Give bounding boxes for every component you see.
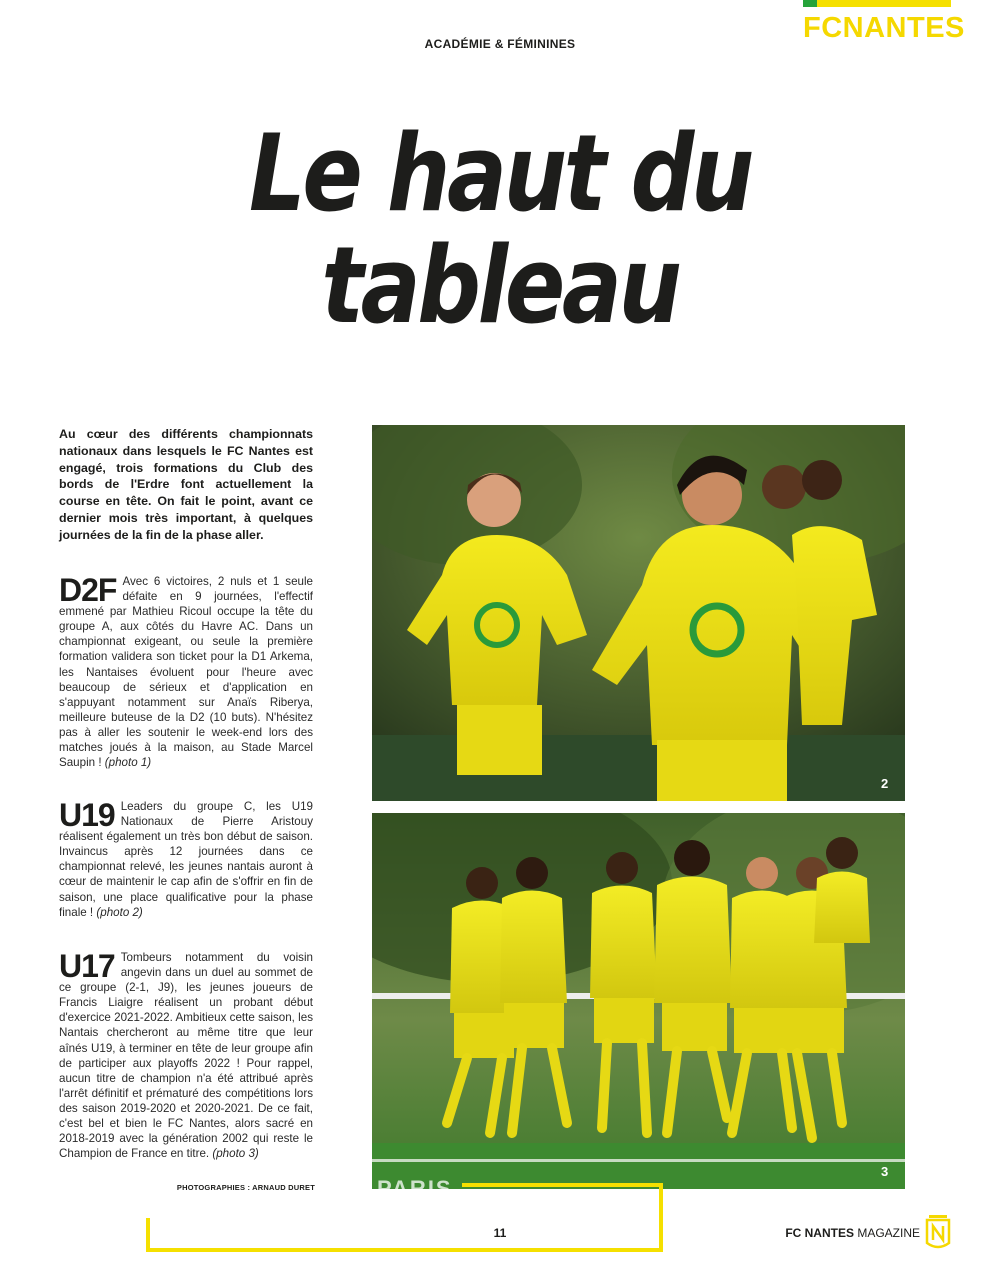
block-d2f xyxy=(59,574,313,770)
photo-reference: (photo 2) xyxy=(96,905,143,919)
block-text: Avec 6 victoires, 2 nuls et 1 seule défaite en 9 journées, l'effectif emmené par Mathieu Ricoul occupe la tête du groupe A, aux côtés du Havre AC. Dans un championnat exigeant, ou seule la première formation validera son ticket pour la D1 Arkema, les Nantaises évoluent pour l'heure avec beaucoup de sérieux et d'application en s'appuyant notamment sur Anaïs Riberya, meilleure buteuse de la D2 (10 buts). N'hésitez pas à aller les soutenir le week-end lors des matches joués à la maison, au Stade Marcel Saupin ! xyxy=(59,575,313,770)
dropcap: D2F xyxy=(59,572,117,608)
magazine-name-rest: MAGAZINE xyxy=(853,1226,920,1240)
photo-reference: (photo 1) xyxy=(104,756,152,770)
block-text: Tombeurs notamment du voisin angevin dans un duel au sommet de ce groupe (2-1, J9), les jeunes joueurs de Francis Liaigre réalisent un probant début d'exercice 2021-2022. Ambitieux cette saison, les Nantais chercheront au même titre que leur aînés U19, à terminer en tête de leur groupe afin de participer aux playoffs 2022 ! Pour rappel, aucun titre de champion n'a été attribué après l'arrêt définitif et prématuré des compétitions lors des saison 2019-2020 et 2020-2021. De ce fait, c'est bel et bien le FC Nantes, alors sacré en 2018-2019 avec la génération 2002 qui reste le Champion de France en titre. xyxy=(59,951,313,1161)
photo-illustration xyxy=(372,425,905,801)
footer-frame-top xyxy=(462,1183,663,1187)
photo-u19-celebration xyxy=(372,425,905,801)
section-label: ACADÉMIE & FÉMININES xyxy=(424,37,576,51)
page-number: 11 xyxy=(493,1226,507,1240)
fc-nantes-logo-icon xyxy=(924,1215,952,1253)
block-u17 xyxy=(59,950,313,1161)
footer-frame-right xyxy=(659,1183,663,1252)
photo-number: 3 xyxy=(881,1164,889,1179)
headline xyxy=(0,112,1000,347)
photo-u17-celebration xyxy=(372,813,905,1189)
photo-illustration xyxy=(372,813,905,1189)
headline-line-2: tableau xyxy=(321,224,679,347)
photo-watermark: PARIS xyxy=(377,1176,453,1201)
block-u19 xyxy=(59,799,313,920)
headline-line-1: Le haut du xyxy=(248,112,752,235)
photo-reference: (photo 3) xyxy=(212,1147,259,1161)
intro-paragraph: Au cœur des différents championnats nationaux dans lesquels le FC Nantes est engagé, trois formations du Club des bords de l'Erdre font actuellement la course en tête. On fait le point, avant ce dernier mois très important, à quelques journées de la fin de la phase aller. xyxy=(59,427,313,542)
magazine-name-bold: FC NANTES xyxy=(785,1226,854,1240)
dropcap: U19 xyxy=(59,797,115,833)
brand-wordmark: FCNANTES xyxy=(803,12,965,44)
footer-frame-bottom xyxy=(146,1248,663,1252)
footer-frame-left xyxy=(146,1218,150,1252)
magazine-name xyxy=(780,1226,920,1240)
photo-number: 2 xyxy=(881,776,889,791)
brand-strip xyxy=(803,0,951,7)
dropcap: U17 xyxy=(59,948,115,984)
block-text: Leaders du groupe C, les U19 Nationaux de Pierre Aristouy réalisent également un très bon début de saison. Invaincus après 12 journées dans ce championnat relevé, les jeunes nantais auront à cœur de maintenir le cap afin de s'offrir en fin de saison, une place qualificative pour la phase finale ! xyxy=(59,800,313,919)
brand-strip-accent xyxy=(803,0,817,7)
photo-credit: PHOTOGRAPHIES : ARNAUD DURET xyxy=(176,1183,315,1192)
